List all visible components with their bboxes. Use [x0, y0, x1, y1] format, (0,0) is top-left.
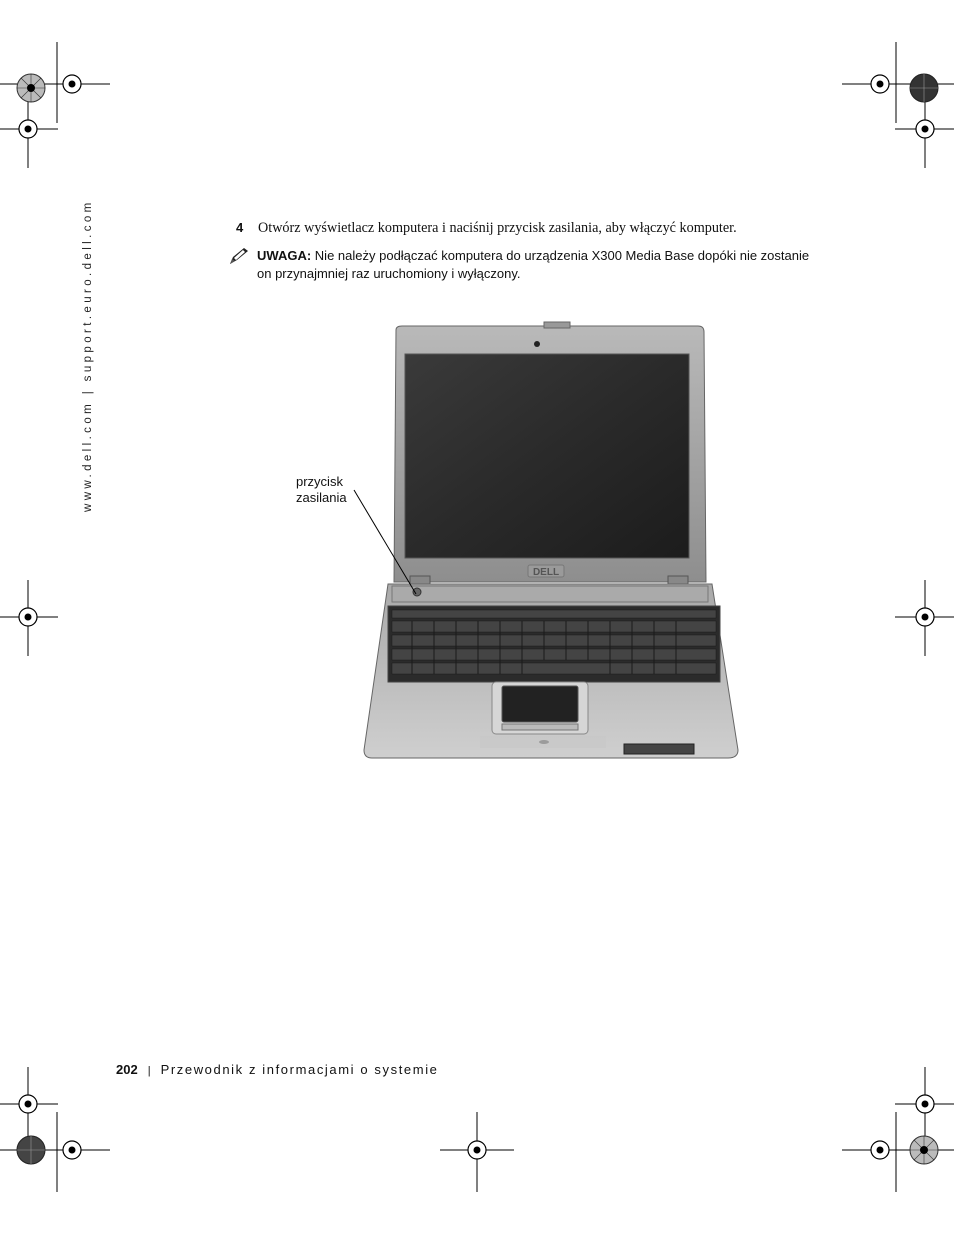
callout-line1: przycisk — [296, 474, 343, 489]
callout-line2: zasilania — [296, 490, 347, 505]
pencil-icon — [228, 247, 250, 265]
note-label: UWAGA: — [257, 248, 312, 263]
step-number: 4 — [236, 220, 244, 235]
svg-text:DELL: DELL — [532, 567, 560, 578]
footer-separator: | — [147, 1065, 151, 1077]
page-footer — [116, 1062, 439, 1077]
note-box — [257, 247, 817, 283]
power-button — [413, 588, 421, 596]
note-text: Nie należy podłączać komputera do urządzenia X300 Media Base dopóki nie zostanie on przynajmniej raz uruchomiony i wyłączony. — [257, 248, 810, 281]
step-instruction — [236, 220, 836, 237]
sidebar-url: www.dell.com | support.euro.dell.com — [82, 199, 94, 512]
step-text: Otwórz wyświetlacz komputera i naciśnij przycisk zasilania, aby włączyć komputer. — [258, 220, 737, 236]
page-number: 202 — [116, 1062, 138, 1077]
laptop-figure — [360, 320, 750, 765]
callout-power-button — [296, 474, 347, 506]
footer-title: Przewodnik z informacjami o systemie — [160, 1062, 439, 1077]
